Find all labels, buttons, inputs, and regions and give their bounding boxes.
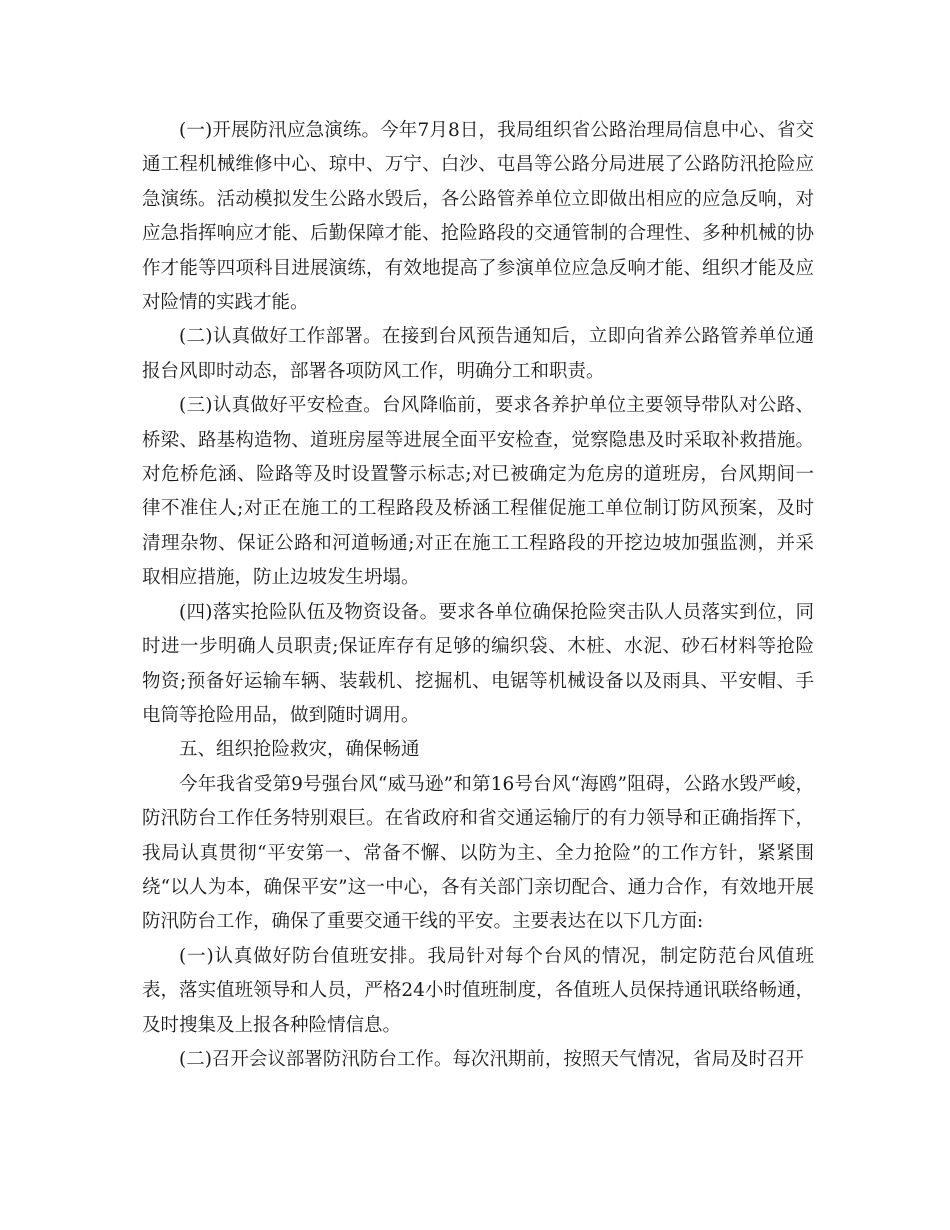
paragraph-safety-inspection: (三)认真做好平安检查。台风降临前，要求各养护单位主要领导带队对公路、桥梁、路基构造物、道班房屋等进展全面平安检查，觉察隐患及时采取补救措施。对危桥危涵、险路等及时设置警示标志;对已被确定为危房的道班房，台风期间一律不准住人;对正在施工的工程路段及桥涵工程催促施工单位制订防风预案，及时清理杂物、保证公路和河道畅通;对正在施工工程路段的开挖边坡加强监测，并采取相应措施，防止边坡发生坍塌。 <box>142 395 814 589</box>
paragraph-flood-drill: (一)开展防汛应急演练。今年7月8日，我局组织省公路治理局信息中心、省交通工程机械维修中心、琼中、万宁、白沙、屯昌等公路分局进展了公路防汛抢险应急演练。活动模拟发生公路水毁后，各公路管养单位立即做出相应的应急反响，对应急指挥响应才能、后勤保障才能、抢险路段的交通管制的合理性、多种机械的协作才能等四项科目进展演练，有效地提高了参演单位应急反响才能、组织才能及应对险情的实践才能。 <box>142 120 814 314</box>
paragraph-duty-arrangement: (一)认真做好防台值班安排。我局针对每个台风的情况，制定防范台风值班表，落实值班领导和人员，严格24小时值班制度，各值班人员保持通讯联络畅通，及时搜集及上报各种险情信息。 <box>142 945 814 1036</box>
section-heading-rescue: 五、组织抢险救灾，确保畅通 <box>179 739 420 761</box>
paragraph-meeting-deployment: (二)召开会议部署防汛防台工作。每次汛期前，按照天气情况，省局及时召开 <box>179 1048 804 1070</box>
document-body <box>142 114 814 1077</box>
paragraph-work-deployment: (二)认真做好工作部署。在接到台风预告通知后，立即向省养公路管养单位通报台风即时动态，部署各项防风工作，明确分工和职责。 <box>142 326 814 382</box>
paragraph-rescue-team-supplies: (四)落实抢险队伍及物资设备。要求各单位确保抢险突击队人员落实到位，同时进一步明确人员职责;保证库存有足够的编织袋、木桩、水泥、砂石材料等抢险物资;预备好运输车辆、装载机、挖掘机、电锯等机械设备以及雨具、平安帽、手电筒等抢险用品，做到随时调用。 <box>142 601 814 726</box>
paragraph-typhoon-overview: 今年我省受第9号强台风“威马逊”和第16号台风“海鸥”阻碍，公路水毁严峻，防汛防台工作任务特别艰巨。在省政府和省交通运输厅的有力领导和正确指挥下，我局认真贯彻“平安第一、常备不懈、以防为主、全力抢险”的工作方针，紧紧围绕“以人为本，确保平安”这一中心，各有关部门亲切配合、通力合作，有效地开展防汛防台工作，确保了重要交通干线的平安。主要表达在以下几方面: <box>142 773 814 933</box>
